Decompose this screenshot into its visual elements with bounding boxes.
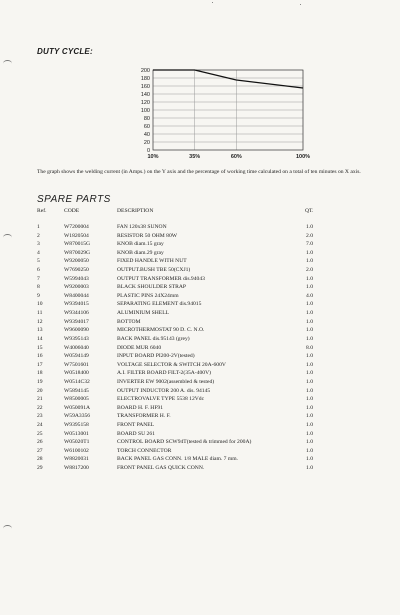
parts-row <box>37 283 377 292</box>
part-qty: 8.0 <box>306 344 313 351</box>
part-ref: 5 <box>37 258 40 265</box>
parts-row <box>37 335 377 344</box>
part-code: W1820504 <box>64 232 89 239</box>
part-ref: 11 <box>37 310 43 317</box>
part-description: A.I. FILTER BOARD FILT-2(35A-400V) <box>117 370 212 377</box>
parts-row <box>37 232 377 241</box>
parts-row <box>37 309 377 318</box>
part-description: BOARD SU 261 <box>117 430 155 437</box>
part-code: W4006040 <box>64 344 89 351</box>
part-description: OUTPUT TRANSFORMER dis.94043 <box>117 275 205 282</box>
part-qty: 1.0 <box>306 456 313 463</box>
parts-row <box>37 249 377 258</box>
part-ref: 17 <box>37 361 43 368</box>
part-description: BACK PANEL dis.95143 (grey) <box>117 335 190 342</box>
part-code: W9200003 <box>64 284 89 291</box>
part-ref: 7 <box>37 275 40 282</box>
part-description: FRONT PANEL GAS QUICK CONN. <box>117 465 205 472</box>
part-qty: 1.0 <box>306 404 313 411</box>
part-qty: 7.0 <box>306 241 313 248</box>
part-code: W7501601 <box>64 361 89 368</box>
parts-row <box>37 421 377 430</box>
part-code: W5994043 <box>64 275 89 282</box>
parts-row <box>37 378 377 387</box>
y-tick-label: 20 <box>143 139 150 146</box>
part-ref: 3 <box>37 241 40 248</box>
part-ref: 26 <box>37 439 43 446</box>
part-qty: 2.0 <box>306 232 313 239</box>
parts-row <box>37 438 377 447</box>
part-ref: 8 <box>37 284 40 291</box>
parts-row <box>37 275 377 284</box>
part-description: ALUMINIUM SHELL <box>117 310 170 317</box>
part-ref: 28 <box>37 456 43 463</box>
duty-cycle-caption: The graph shows the welding current (in Amps.) on the Y axis and the percentage of working time calculated on a total of ten minutes on X axis. <box>37 169 361 175</box>
part-qty: 1.0 <box>306 258 313 265</box>
parts-row <box>37 387 377 396</box>
parts-row <box>37 240 377 249</box>
part-code: W59A3356 <box>64 413 91 420</box>
part-code: W0514C32 <box>64 378 90 385</box>
scan-speck <box>300 4 301 5</box>
part-description: PLASTIC PINS 24X24mm <box>117 292 179 299</box>
part-description: INVERTER EW 9002(assembled & tested) <box>117 378 215 385</box>
column-header-ref: Ref. <box>37 208 47 214</box>
part-ref: 18 <box>37 370 43 377</box>
part-description: INPUT BOARD PI200-2V(tested) <box>117 353 195 360</box>
part-code: W6100102 <box>64 447 89 454</box>
part-qty: 1.0 <box>306 465 313 472</box>
part-ref: 6 <box>37 267 40 274</box>
part-ref: 13 <box>37 327 43 334</box>
part-qty: 1.0 <box>306 387 313 394</box>
part-code: W9394015 <box>64 301 89 308</box>
part-description: SEPARATING ELEMENT dis.94015 <box>117 301 202 308</box>
part-description: CONTROL BOARD SCW94T(tested & trimmed for 200A) <box>117 439 252 446</box>
part-code: W9600090 <box>64 327 89 334</box>
binder-hole-mark <box>3 525 12 532</box>
parts-row <box>37 292 377 301</box>
y-tick-label: 180 <box>140 75 150 82</box>
part-ref: 10 <box>37 301 43 308</box>
part-code: W0513001 <box>64 430 89 437</box>
binder-hole-mark <box>3 60 12 67</box>
part-description: MICROTHERMOSTAT 90 D. C. N.O. <box>117 327 205 334</box>
part-code: W8500005 <box>64 396 89 403</box>
series-line <box>153 70 303 88</box>
y-tick-label: 60 <box>143 123 150 130</box>
parts-row <box>37 361 377 370</box>
duty-cycle-heading: DUTY CYCLE: <box>37 47 93 56</box>
column-header-code: CODE <box>64 208 80 214</box>
part-description: ELECTROVALVE TYPE 5538 12Vdc <box>117 396 205 403</box>
part-ref: 21 <box>37 396 43 403</box>
part-qty: 1.0 <box>306 318 313 325</box>
part-qty: 1.0 <box>306 430 313 437</box>
part-code: W9395158 <box>64 422 89 429</box>
part-code: W050091A <box>64 404 91 411</box>
part-description: BACK PANEL GAS CONN. 1/8 MALE diam. 7 mm. <box>117 456 238 463</box>
part-qty: 1.0 <box>306 275 313 282</box>
part-description: FAN 120x38 SUNON <box>117 224 167 230</box>
part-qty: 1.0 <box>306 249 313 256</box>
parts-row <box>37 412 377 421</box>
parts-row <box>37 223 377 232</box>
y-tick-label: 160 <box>140 83 150 90</box>
duty-cycle-chart <box>128 64 311 164</box>
part-ref: 19 <box>37 378 43 385</box>
part-qty: 1.0 <box>306 447 313 454</box>
part-description: BLACK SHOULDER STRAP <box>117 284 186 291</box>
part-qty: 4.0 <box>306 292 313 299</box>
part-code: W0594149 <box>64 353 89 360</box>
part-description: KNOB diam.15 gray <box>117 241 164 248</box>
parts-row <box>37 395 377 404</box>
part-qty: 1.0 <box>306 353 313 360</box>
parts-row <box>37 369 377 378</box>
parts-row <box>37 266 377 275</box>
y-tick-label: 0 <box>146 147 150 154</box>
part-code: W9344106 <box>64 310 89 317</box>
part-code: W7690250 <box>64 267 89 274</box>
part-qty: 1.0 <box>306 378 313 385</box>
part-description: FIXED HANDLE WITH NUT <box>117 258 187 265</box>
scan-speck <box>212 2 213 3</box>
part-qty: 1.0 <box>306 439 313 446</box>
part-qty: 1.0 <box>306 224 313 230</box>
part-description: VOLTAGE SELECTOR & SWITCH 20A-600V <box>117 361 226 368</box>
part-ref: 2 <box>37 232 40 239</box>
part-code: W870029G <box>64 249 91 256</box>
parts-row <box>37 326 377 335</box>
y-tick-label: 100 <box>140 107 150 114</box>
part-qty: 1.0 <box>306 396 313 403</box>
part-code: W9395143 <box>64 335 89 342</box>
part-code: W0518400 <box>64 370 89 377</box>
part-code: W9200050 <box>64 258 89 265</box>
column-header-qt: QT. <box>305 208 314 214</box>
part-qty: 1.0 <box>306 422 313 429</box>
part-qty: 1.0 <box>306 361 313 368</box>
parts-row <box>37 455 377 464</box>
part-code: W8400044 <box>64 292 89 299</box>
spare-parts-list <box>37 223 377 473</box>
x-tick-label: 60% <box>230 154 242 160</box>
part-qty: 1.0 <box>306 370 313 377</box>
parts-row <box>37 447 377 456</box>
parts-row <box>37 464 377 473</box>
part-description: TORCH CONNECTOR <box>117 447 172 454</box>
part-code: W8820031 <box>64 456 89 463</box>
part-qty: 1.0 <box>306 335 313 342</box>
y-tick-label: 40 <box>143 131 150 138</box>
parts-row <box>37 300 377 309</box>
part-description: OUTPUT.BUSH TBE 50(CXJ1) <box>117 267 191 274</box>
part-qty: 1.0 <box>306 327 313 334</box>
x-tick-label: 35% <box>189 154 201 160</box>
parts-row <box>37 352 377 361</box>
part-description: OUTPUT INDUCTOR 200 A. dis. 94145 <box>117 387 211 394</box>
y-tick-label: 200 <box>140 67 150 74</box>
part-ref: 23 <box>37 413 43 420</box>
part-ref: 29 <box>37 465 43 472</box>
part-code: W8817200 <box>64 465 89 472</box>
binder-hole-mark <box>3 234 12 241</box>
part-ref: 12 <box>37 318 43 325</box>
part-qty: 2.0 <box>306 267 313 274</box>
part-ref: 1 <box>37 224 40 230</box>
part-description: RESISTOR 50 OHM 80W <box>117 232 178 239</box>
duty-cycle-chart-svg <box>128 64 311 164</box>
parts-row <box>37 430 377 439</box>
part-description: BOARD H. F. HF91 <box>117 404 164 411</box>
part-ref: 27 <box>37 447 43 454</box>
part-description: KNOB diam.29 gray <box>117 249 164 256</box>
parts-row <box>37 344 377 353</box>
part-ref: 4 <box>37 249 40 256</box>
part-qty: 1.0 <box>306 301 313 308</box>
part-description: DIODE MUR 6040 <box>117 344 162 351</box>
y-tick-label: 120 <box>140 99 150 106</box>
part-ref: 14 <box>37 335 43 342</box>
part-code: W7200004 <box>64 224 89 230</box>
spare-parts-heading: SPARE PARTS <box>37 194 111 205</box>
y-tick-label: 80 <box>143 115 150 122</box>
part-ref: 9 <box>37 292 40 299</box>
column-header-description: DESCRIPTION <box>117 208 154 214</box>
x-tick-label: 10% <box>147 154 159 160</box>
part-code: W5894145 <box>64 387 89 394</box>
part-qty: 1.0 <box>306 413 313 420</box>
part-ref: 20 <box>37 387 43 394</box>
parts-row <box>37 318 377 327</box>
x-tick-label: 100% <box>295 154 311 160</box>
part-code: W9394017 <box>64 318 89 325</box>
part-qty: 1.0 <box>306 284 313 291</box>
part-ref: 24 <box>37 422 43 429</box>
part-ref: 25 <box>37 430 43 437</box>
y-tick-label: 140 <box>140 91 150 98</box>
parts-row <box>37 404 377 413</box>
part-ref: 16 <box>37 353 43 360</box>
part-ref: 22 <box>37 404 43 411</box>
part-qty: 1.0 <box>306 310 313 317</box>
part-description: TRANSFORMER H. F. <box>117 413 171 420</box>
part-description: BOTTOM <box>117 318 141 325</box>
part-code: W870015G <box>64 241 91 248</box>
parts-row <box>37 257 377 266</box>
part-code: W05020T1 <box>64 439 90 446</box>
part-ref: 15 <box>37 344 43 351</box>
part-description: FRONT PANEL <box>117 422 155 429</box>
